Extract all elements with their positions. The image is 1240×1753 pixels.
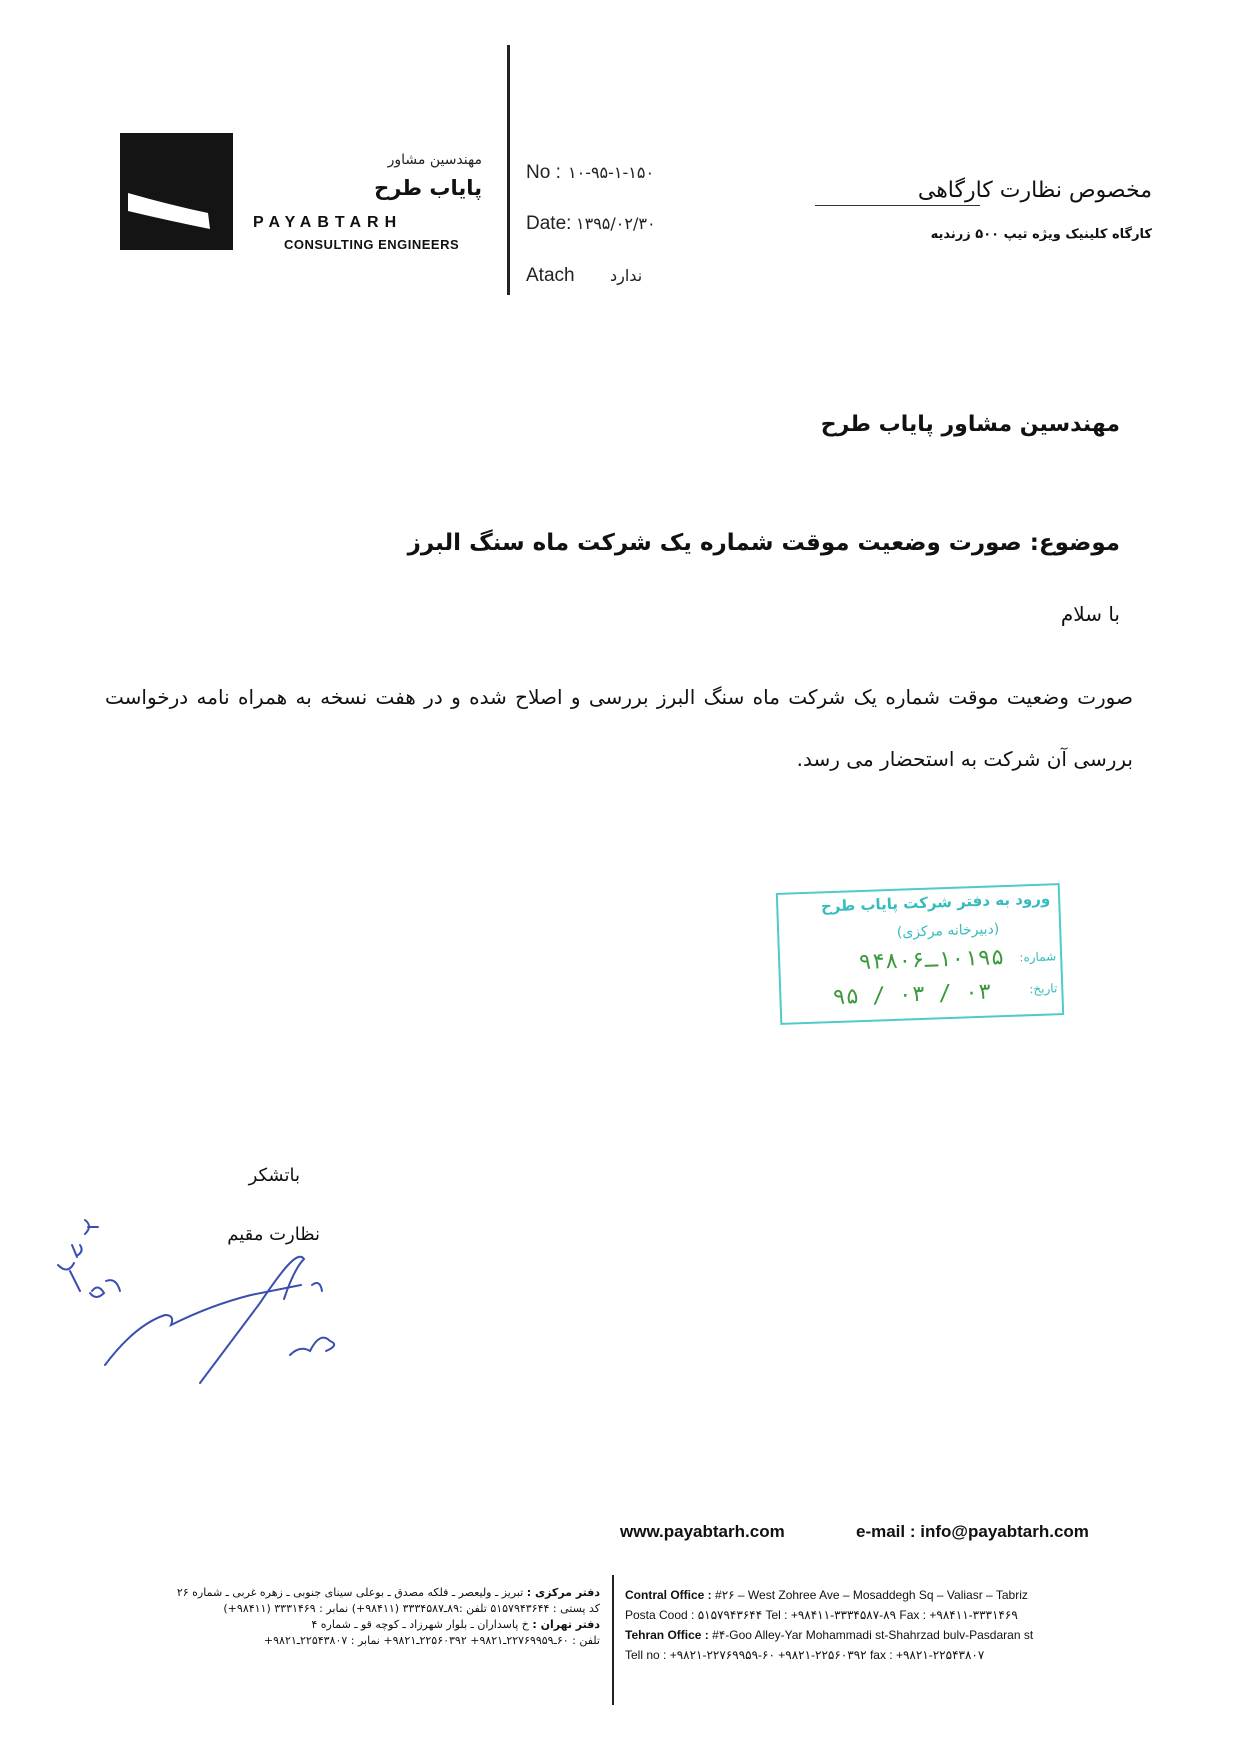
- fa-tehran-contact: تلفن : ۶۰ـ۲۲۷۶۹۹۵۹ـ۹۸۲۱+ ۲۲۵۶۰۳۹۲ـ۹۸۲۱+ نمابر : ۲۲۵۴۳۸۰۷ـ۹۸۲۱+: [263, 1634, 600, 1647]
- footer-divider: [612, 1575, 614, 1705]
- greeting: با سلام: [1060, 602, 1120, 626]
- letter-date: ۱۳۹۵/۰۲/۳۰: [576, 214, 656, 233]
- closing-thanks: باتشکر: [248, 1165, 300, 1186]
- footer-fa-addresses: [60, 1585, 600, 1649]
- footer-en-addresses: [625, 1585, 1145, 1665]
- letter-number: ۱۰-۹۵-۱-۱۵۰: [568, 163, 655, 182]
- en-postal-line: Posta Cood : ۵۱۵۷۹۴۳۶۴۴ Tel : +۹۸۴۱۱-۳۳۳۴۵۸۷-۸۹ Fax : +۹۸۴۱۱-۳۳۳۱۴۶۹: [625, 1608, 1018, 1622]
- email-label: e-mail :: [856, 1522, 916, 1541]
- heading-underline: [815, 205, 980, 206]
- fa-tehran-address: خ پاسداران ـ بلوار شهرزاد ـ کوچه قو ـ شماره ۴: [311, 1618, 529, 1631]
- confidential-heading: مخصوص نظارت کارگاهی: [917, 178, 1152, 203]
- en-central-line: [625, 1585, 1145, 1605]
- en-tehran-address: #۴-Goo Alley-Yar Mohammadi st-Shahrzad bulv-Pasdaran st: [712, 1628, 1034, 1642]
- stamp-date-label: تاریخ:: [1029, 981, 1058, 997]
- brand-fa-name: پایاب طرح: [374, 176, 482, 200]
- letter-subject: موضوع: صورت وضعیت موقت شماره یک شرکت ماه سنگ البرز: [407, 530, 1120, 556]
- receipt-stamp: [776, 883, 1064, 1025]
- attachment-label: Atach: [526, 265, 575, 286]
- logo-mark: [120, 133, 233, 250]
- attachment-value: ندارد: [610, 266, 643, 285]
- signer-title: نظارت مقیم: [227, 1224, 320, 1245]
- stamp-subtitle: (دبیرخانه مرکزی): [896, 921, 1000, 941]
- brand-en-subtitle: CONSULTING ENGINEERS: [284, 237, 460, 252]
- en-central-label: Contral Office :: [625, 1588, 712, 1602]
- website-link[interactable]: www.payabtarh.com: [620, 1522, 785, 1541]
- letter-number-label: No :: [526, 162, 561, 183]
- email-address[interactable]: info@payabtarh.com: [920, 1522, 1089, 1541]
- fa-tehran-label: دفتر تهران :: [532, 1618, 600, 1631]
- handwritten-signature: [50, 1215, 370, 1390]
- fa-central-address: تبریز ـ ولیعصر ـ فلکه مصدق ـ بوعلی سینای جنوبی ـ زهره غربی ـ شماره ۲۶: [176, 1586, 524, 1599]
- stamp-title: ورود به دفتر شرکت پایاب طرح: [820, 889, 1051, 916]
- company-logo: [120, 133, 233, 250]
- en-tehran-line: [625, 1625, 1145, 1645]
- fa-central-address-line: [60, 1585, 600, 1601]
- header-divider: [507, 45, 510, 295]
- en-tehran-label: Tehran Office :: [625, 1628, 709, 1642]
- stamp-number: ۱۰۱۹۵ـ۹۴۸۰۶: [858, 945, 1005, 976]
- addressee: مهندسین مشاور پایاب طرح: [820, 412, 1120, 437]
- en-central-address: #۲۶ – West Zohree Ave – Mosaddegh Sq – Valiasr – Tabriz: [715, 1588, 1028, 1602]
- brand-en-name: PAYABTARH: [253, 214, 403, 231]
- email-contact[interactable]: [856, 1522, 1089, 1542]
- stamp-date: ۹۵ / ۰۳ / ۰۳: [832, 979, 992, 1011]
- en-tell-line: Tell no : +۹۸۲۱-۲۲۷۶۹۹۵۹-۶۰ +۹۸۲۱-۲۲۵۶۰۳۹۲ fax : +۹۸۲۱-۲۲۵۴۳۸۰۷: [625, 1648, 985, 1662]
- fa-central-contact: کد پستی : ۵۱۵۷۹۴۳۶۴۴ تلفن :۸۹ـ۳۳۳۴۵۸۷ (۹۸۴۱۱+) نمابر : ۳۳۳۱۴۶۹ (۹۸۴۱۱+): [223, 1602, 600, 1615]
- fa-central-label: دفتر مرکزی :: [526, 1586, 600, 1599]
- letter-body: صورت وضعیت موقت شماره یک شرکت ماه سنگ البرز بررسی و اصلاح شده و در هفت نسخه به همراه نامه درخواست بررسی آن شرکت به استحضار می رسد.: [105, 685, 1133, 771]
- letter-date-label: Date:: [526, 213, 572, 234]
- fa-tehran-address-line: [60, 1617, 600, 1633]
- brand-fa-subtitle: مهندسین مشاور: [387, 152, 482, 168]
- stamp-number-label: شماره:: [1019, 949, 1057, 965]
- project-name: کارگاه کلینیک ویژه تیپ ۵۰۰ زرندیه: [930, 227, 1152, 242]
